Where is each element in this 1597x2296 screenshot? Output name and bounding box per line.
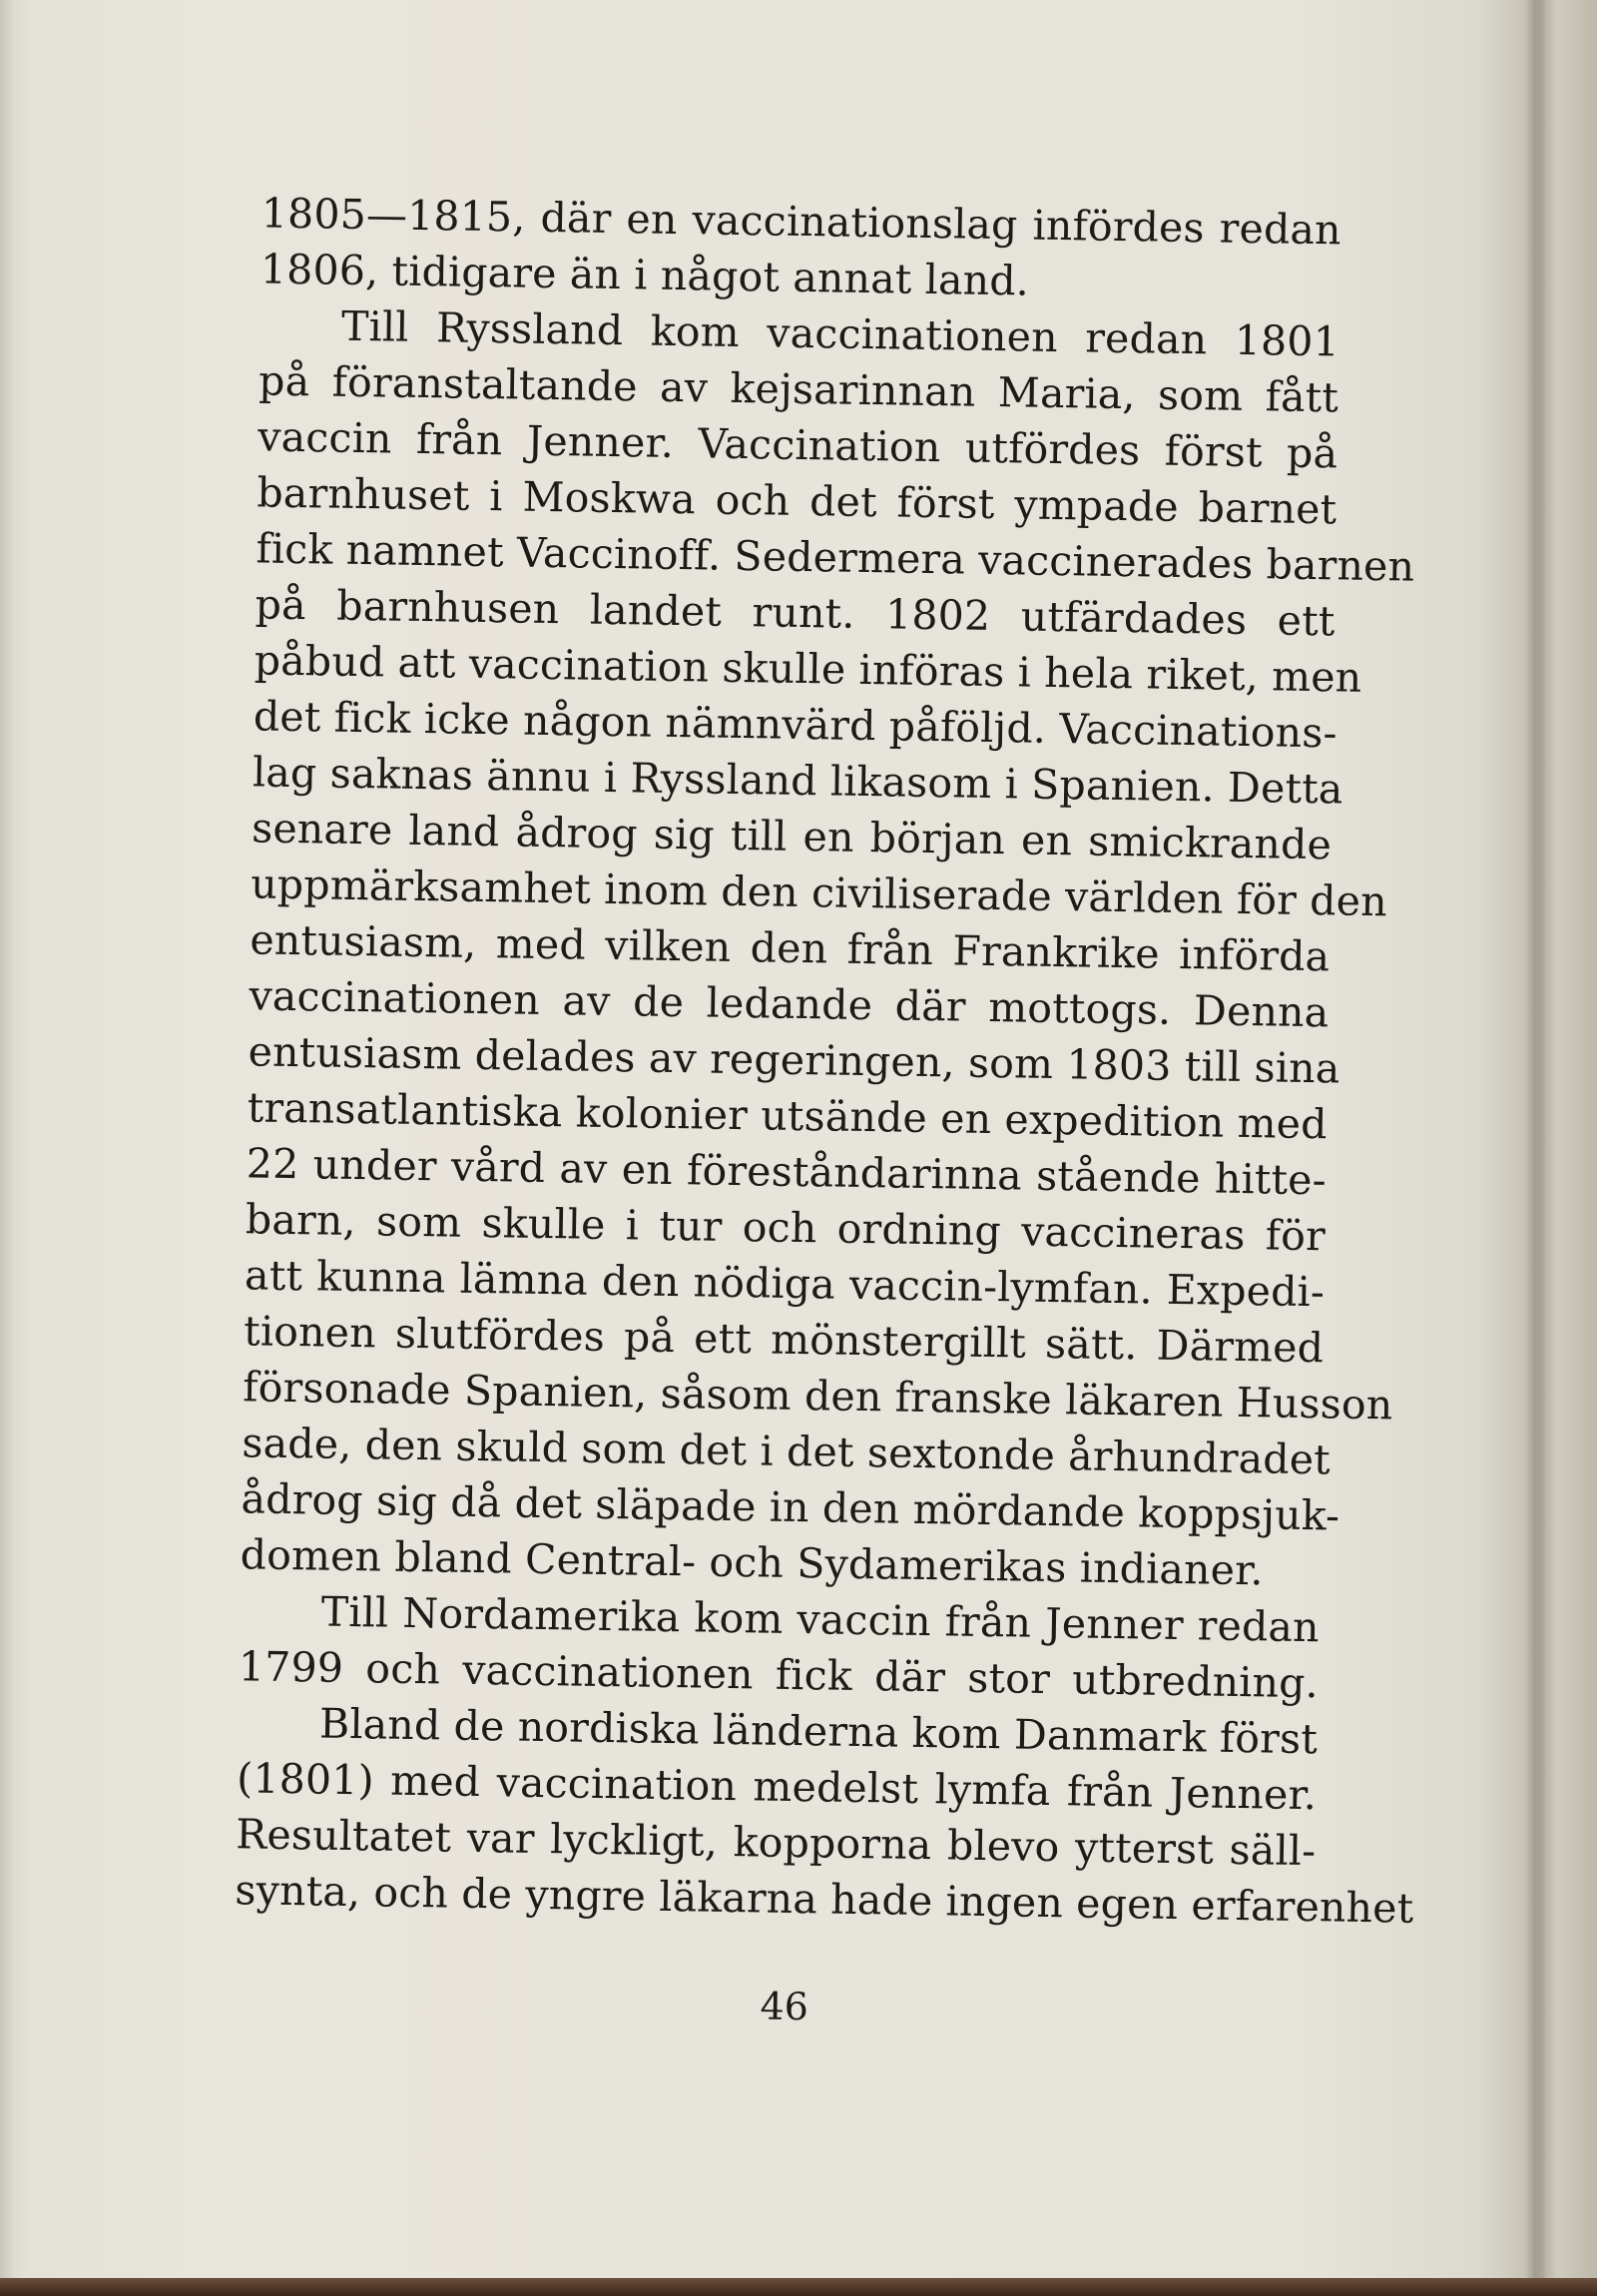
text-line: tionen slutfördes på ett mönstergillt sätt. Därmed (243, 1307, 1325, 1373)
text-line: 1799 och vaccinationen fick där stor utbredning. (238, 1642, 1320, 1708)
text-line: uppmärksamhet inom den civiliserade världen för den (250, 860, 1388, 926)
text-line: vaccinationen av de ledande där mottogs. Denna (249, 971, 1330, 1037)
text-line: 1805—1815, där en vaccinationslag infördes redan (261, 189, 1342, 255)
text-line: (1801) med vaccination medelst lymfa från Jenner. (236, 1754, 1318, 1820)
text-line: det fick icke någon nämnvärd påföljd. Vaccinations- (253, 692, 1338, 758)
text-line: transatlantiska kolonier utsände en expedition med (247, 1083, 1329, 1149)
text-line: på föranstaltande av kejsarinnan Maria, som fått (258, 356, 1339, 422)
text-line: Till Nordamerika kom vaccin från Jenner redan (320, 1587, 1321, 1652)
text-line: entusiasm, med vilken den från Frankrike införda (250, 915, 1331, 981)
text-line: barnhuset i Moskwa och det först ympade barnet (257, 468, 1337, 534)
text-line: fick namnet Vaccinoff. Sedermera vaccinerades barnen (256, 524, 1415, 591)
text-line: domen bland Central- och Sydamerikas indianer. (240, 1530, 1265, 1595)
text-line: synta, och de yngre läkarna hade ingen egen erfarenhet (235, 1866, 1414, 1933)
text-line: senare land ådrog sig till en början en smickrande (251, 804, 1332, 869)
bottom-edge (0, 2278, 1597, 2296)
text-line: på barnhusen landet runt. 1802 utfärdades ett (255, 580, 1335, 646)
text-line: ådrog sig då det släpade in den mördande koppsjuk- (241, 1474, 1340, 1540)
text-line: Till Ryssland kom vaccinationen redan 1801 (340, 301, 1340, 366)
text-line: försonade Spanien, såsom den franske läkaren Husson (243, 1363, 1393, 1430)
text-line: Resultatet var lyckligt, kopporna blevo ytterst säll- (235, 1810, 1317, 1876)
text-line: 22 under vård av en föreståndarinna stående hitte- (246, 1139, 1328, 1205)
text-line: vaccin från Jenner. Vaccination utfördes först på (257, 412, 1338, 478)
text-line: att kunna lämna den nödiga vaccin-lymfan. Expedi- (244, 1251, 1326, 1317)
text-line: påbud att vaccination skulle införas i hela riket, men (254, 636, 1362, 702)
text-line: sade, den skuld som det i det sextonde århundradet (242, 1419, 1331, 1484)
page-number: 46 (760, 1984, 809, 2029)
text-line: lag saknas ännu i Ryssland likasom i Spanien. Detta (252, 748, 1343, 814)
text-line: barn, som skulle i tur och ordning vaccineras för (245, 1195, 1327, 1261)
text-line: 1806, tidigare än i något annat land. (260, 245, 1030, 305)
text-line: Bland de nordiska länderna kom Danmark först (318, 1699, 1319, 1764)
text-line: entusiasm delades av regeringen, som 1803 till sina (248, 1027, 1340, 1093)
